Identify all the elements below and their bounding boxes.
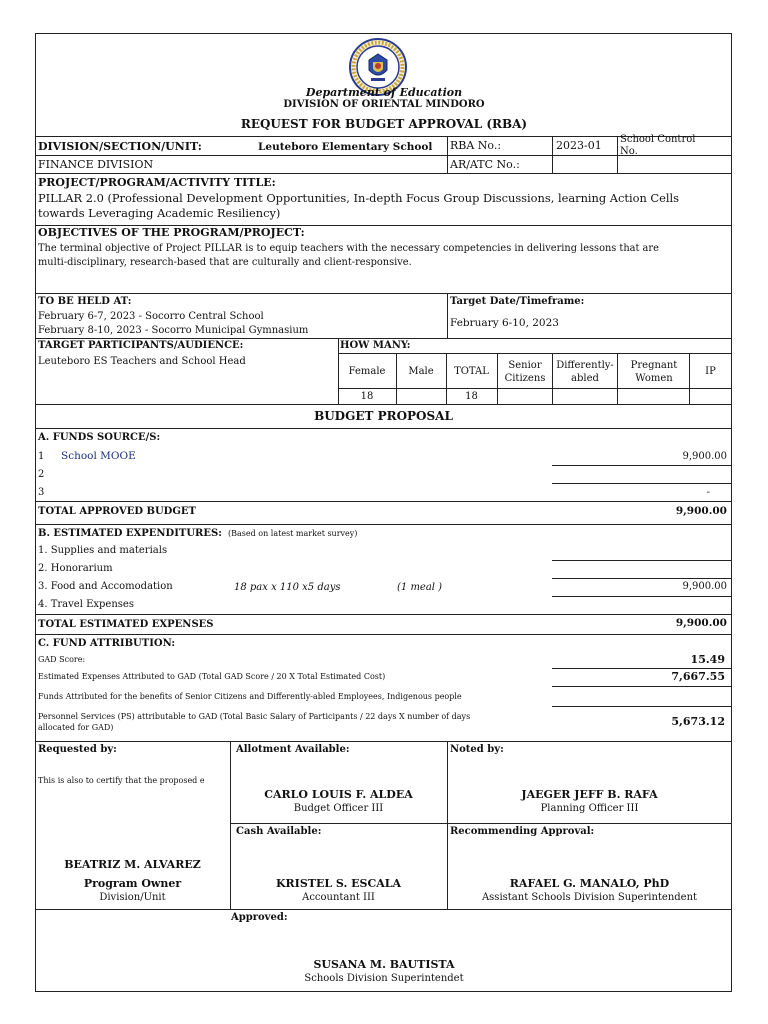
gad-score-value: 15.49 (690, 653, 725, 666)
ps-label-line2: allocated for GAD) (38, 723, 114, 732)
unit-label: DIVISION/SECTION/UNIT: (38, 140, 202, 153)
fund-row-3-amount: - (706, 487, 710, 498)
col-female: Female (348, 366, 386, 377)
project-title-label: PROJECT/PROGRAM/ACTIVITY TITLE: (38, 176, 276, 189)
planning-officer-title: Planning Officer III (540, 803, 639, 814)
unit-sub: FINANCE DIVISION (38, 158, 154, 171)
gad-expenses-label: Estimated Expenses Attributed to GAD (Total GAD Score / 20 X Total Estimated Cost) (38, 672, 386, 681)
expenditures-label: B. ESTIMATED EXPENDITURES: (38, 528, 222, 539)
total-approved-value: 9,900.00 (675, 505, 727, 517)
budget-officer-title: Budget Officer III (293, 803, 384, 814)
certify-text: This is also to certify that the proposed e (38, 776, 205, 785)
budget-section-title: BUDGET PROPOSAL (314, 409, 453, 423)
objectives-line2: multi-disciplinary, research-based that are culturally and client-responsive. (38, 257, 412, 268)
held-line1: February 6-7, 2023 - Socorro Central School (38, 311, 264, 322)
fund-row-3-num: 3 (38, 487, 45, 498)
planning-officer-name: JAEGER JEFF B. RAFA (521, 788, 658, 801)
school-control-label: School Control No. (620, 134, 696, 157)
attribution-label: C. FUND ATTRIBUTION: (38, 638, 176, 649)
senior-funds-label: Funds Attributed for the benefits of Senior Citizens and Differently-abled Employees, Indigenous people (38, 692, 462, 701)
page-title: REQUEST FOR BUDGET APPROVAL (RBA) (240, 117, 528, 131)
rba-value: 2023-01 (556, 139, 602, 152)
value-total: 18 (465, 391, 478, 402)
approved-label: Approved: (231, 912, 288, 923)
held-line2: February 8-10, 2023 - Socorro Municipal Gymnasium (38, 325, 309, 336)
noted-label: Noted by: (450, 744, 504, 755)
exp-row-2-name: 2. Honorarium (38, 563, 113, 574)
ar-label: AR/ATC No.: (450, 158, 520, 171)
target-date-label: Target Date/Timeframe: (450, 296, 585, 307)
requested-label: Requested by: (38, 744, 117, 755)
exp-row-4-name: 4. Travel Expenses (38, 599, 134, 610)
unit-value: Leuteboro Elementary School (258, 141, 433, 153)
exp-row-1-name: 1. Supplies and materials (38, 545, 168, 556)
budget-officer-name: CARLO LOUIS F. ALDEA (264, 788, 413, 801)
fund-row-1-num: 1 (38, 451, 45, 462)
project-title-line2: towards Leveraging Academic Resiliency) (38, 206, 281, 220)
gad-expenses-value: 7,667.55 (671, 670, 725, 683)
objectives-line1: The terminal objective of Project PILLAR is to equip teachers with the necessary competencies in delivering lessons that are (38, 243, 659, 254)
total-estimated-label: TOTAL ESTIMATED EXPENSES (38, 619, 214, 630)
exp-row-3-note: (1 meal ) (397, 582, 443, 593)
allotment-label: Allotment Available: (236, 744, 350, 755)
participants-label: TARGET PARTICIPANTS/AUDIENCE: (38, 340, 244, 351)
sds-title: Schools Division Superintendet (304, 973, 464, 984)
col-ip: IP (705, 366, 716, 377)
owner-unit: Division/Unit (99, 892, 166, 903)
cash-label: Cash Available: (236, 826, 322, 837)
dept-name: Department of Education (305, 86, 463, 99)
accountant-name: KRISTEL S. ESCALA (275, 877, 402, 890)
col-male: Male (408, 366, 434, 377)
gad-score-label: GAD Score: (38, 655, 86, 664)
rba-label: RBA No.: (450, 139, 502, 152)
value-female: 18 (360, 391, 374, 402)
exp-row-3-name: 3. Food and Accomodation (38, 581, 173, 592)
exp-row-3-detail: 18 pax x 110 x5 days (234, 582, 341, 593)
owner-title: Program Owner (83, 877, 182, 890)
asds-name: RAFAEL G. MANALO, PhD (509, 877, 670, 890)
col-total: TOTAL (454, 366, 489, 377)
expenditures-note: (Based on latest market survey) (228, 529, 358, 538)
fund-row-1-amount: 9,900.00 (682, 451, 727, 462)
exp-row-3-amount: 9,900.00 (682, 581, 727, 592)
total-estimated-value: 9,900.00 (675, 617, 727, 629)
funds-label: A. FUNDS SOURCE/S: (38, 432, 161, 443)
accountant-title: Accountant III (302, 892, 375, 903)
recommending-label: Recommending Approval: (450, 826, 595, 837)
participants-value: Leuteboro ES Teachers and School Head (38, 356, 246, 367)
sds-name: SUSANA M. BAUTISTA (313, 958, 455, 971)
owner-name: BEATRIZ M. ALVAREZ (64, 858, 201, 871)
target-date-value: February 6-10, 2023 (450, 317, 559, 329)
total-approved-label: TOTAL APPROVED BUDGET (38, 506, 196, 517)
held-label: TO BE HELD AT: (38, 296, 132, 307)
how-many-label: HOW MANY: (340, 340, 411, 351)
project-title-line1: PILLAR 2.0 (Professional Development Opportunities, In-depth Focus Group Discussions, learning Action Cells (38, 191, 680, 205)
col-senior: Senior Citizens (504, 360, 546, 384)
objectives-label: OBJECTIVES OF THE PROGRAM/PROJECT: (38, 226, 305, 239)
asds-title: Assistant Schools Division Superintendent (481, 892, 698, 903)
col-differently-abled: Differently-abled (556, 360, 614, 384)
col-pregnant: Pregnant Women (630, 360, 678, 384)
division-name: DIVISION OF ORIENTAL MINDORO (283, 99, 485, 110)
ps-label-line1: Personnel Services (PS) attributable to GAD (Total Basic Salary of Participants / 22 days X number of days (38, 712, 471, 721)
fund-row-1-name: School MOOE (61, 450, 136, 462)
fund-row-2-num: 2 (38, 469, 45, 480)
ps-value: 5,673.12 (671, 715, 725, 728)
